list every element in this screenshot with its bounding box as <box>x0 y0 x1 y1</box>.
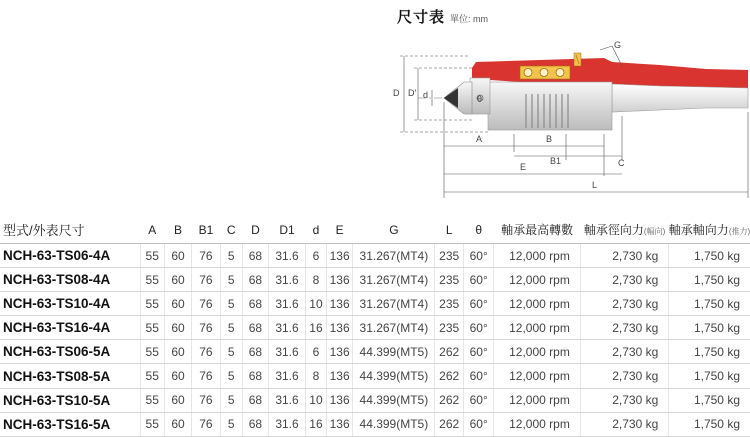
table-cell: 44.399(MT5) <box>353 340 435 364</box>
table-cell: 44.399(MT5) <box>353 388 435 412</box>
table-cell: 262 <box>435 412 463 436</box>
table-cell: 60 <box>164 292 191 316</box>
column-header: C <box>220 216 242 244</box>
table-cell: 55 <box>140 340 164 364</box>
table-cell: 2,730 kg <box>580 364 668 388</box>
table-cell: 60 <box>164 388 191 412</box>
table-cell: 235 <box>435 292 463 316</box>
table-cell: 60 <box>164 316 191 340</box>
table-cell: 68 <box>242 316 268 340</box>
table-cell: 12,000 rpm <box>494 340 580 364</box>
model-cell: NCH-63-TS16-4A <box>0 316 140 340</box>
model-cell: NCH-63-TS06-5A <box>0 340 140 364</box>
column-header: D1 <box>269 216 306 244</box>
taper-shank <box>612 84 748 112</box>
dimension-table-heading <box>397 9 488 27</box>
table-cell: 60° <box>463 340 494 364</box>
label-G: G <box>614 40 622 50</box>
table-row <box>0 340 750 364</box>
table-cell: 76 <box>192 388 220 412</box>
table-cell: 5 <box>220 364 242 388</box>
table-row <box>0 364 750 388</box>
table-cell: 31.267(MT4) <box>353 244 435 268</box>
table-cell: 60 <box>164 412 191 436</box>
column-header: θ <box>463 216 494 244</box>
model-cell: NCH-63-TS16-5A <box>0 412 140 436</box>
table-cell: 5 <box>220 292 242 316</box>
table-cell: 31.6 <box>269 412 306 436</box>
table-cell: 5 <box>220 316 242 340</box>
column-header: E <box>326 216 352 244</box>
table-cell: 5 <box>220 244 242 268</box>
section-title: 尺寸表 <box>397 9 446 26</box>
table-cell: 76 <box>192 244 220 268</box>
table-cell: 235 <box>435 244 463 268</box>
table-cell: 55 <box>140 292 164 316</box>
table-cell: 136 <box>326 268 352 292</box>
table-cell: 6 <box>305 244 326 268</box>
table-cell: 12,000 rpm <box>494 412 580 436</box>
table-cell: 55 <box>140 364 164 388</box>
table-cell: 16 <box>305 316 326 340</box>
column-header: B1 <box>192 216 220 244</box>
label-A: A <box>476 134 483 144</box>
table-cell: 31.6 <box>269 268 306 292</box>
table-cell: 2,730 kg <box>580 316 668 340</box>
table-cell: 60° <box>463 316 494 340</box>
table-cell: 6 <box>305 340 326 364</box>
label-D1: D' <box>408 88 417 98</box>
column-header: 軸承軸向力(推力) <box>669 216 750 244</box>
model-cell: NCH-63-TS10-4A <box>0 292 140 316</box>
table-cell: 60 <box>164 268 191 292</box>
label-D: D <box>393 88 400 98</box>
table-cell: 8 <box>305 268 326 292</box>
column-header: B <box>164 216 191 244</box>
table-cell: 262 <box>435 388 463 412</box>
table-cell: 2,730 kg <box>580 292 668 316</box>
table-cell: 12,000 rpm <box>494 316 580 340</box>
column-header: 軸承最高轉數 <box>494 216 580 244</box>
table-cell: 68 <box>242 292 268 316</box>
table-cell: 60° <box>463 388 494 412</box>
model-cell: NCH-63-TS08-5A <box>0 364 140 388</box>
table-cell: 60 <box>164 244 191 268</box>
label-L: L <box>592 180 598 190</box>
model-cell: NCH-63-TS06-4A <box>0 244 140 268</box>
spec-table <box>0 216 750 437</box>
table-cell: 136 <box>326 364 352 388</box>
table-cell: 10 <box>305 388 326 412</box>
label-C: C <box>618 158 625 168</box>
table-row <box>0 244 750 268</box>
table-cell: 1,750 kg <box>669 292 750 316</box>
table-cell: 68 <box>242 244 268 268</box>
table-cell: 55 <box>140 388 164 412</box>
table-cell: 68 <box>242 268 268 292</box>
table-cell: 60° <box>463 244 494 268</box>
table-cell: 12,000 rpm <box>494 268 580 292</box>
table-cell: 2,730 kg <box>580 388 668 412</box>
column-header: L <box>435 216 463 244</box>
table-cell: 76 <box>192 412 220 436</box>
table-cell: 12,000 rpm <box>494 244 580 268</box>
table-cell: 60° <box>463 268 494 292</box>
table-cell: 2,730 kg <box>580 412 668 436</box>
column-header: D <box>242 216 268 244</box>
table-cell: 5 <box>220 340 242 364</box>
label-theta: θ <box>477 94 483 104</box>
table-cell: 60 <box>164 364 191 388</box>
table-cell: 76 <box>192 340 220 364</box>
table-cell: 12,000 rpm <box>494 364 580 388</box>
table-cell: 2,730 kg <box>580 340 668 364</box>
table-cell: 16 <box>305 412 326 436</box>
table-cell: 1,750 kg <box>669 412 750 436</box>
table-cell: 44.399(MT5) <box>353 412 435 436</box>
table-cell: 1,750 kg <box>669 364 750 388</box>
table-cell: 55 <box>140 316 164 340</box>
table-cell: 31.6 <box>269 388 306 412</box>
table-cell: 8 <box>305 364 326 388</box>
column-header: A <box>140 216 164 244</box>
table-cell: 12,000 rpm <box>494 388 580 412</box>
column-header: G <box>353 216 435 244</box>
table-cell: 262 <box>435 364 463 388</box>
table-cell: 55 <box>140 412 164 436</box>
table-cell: 68 <box>242 388 268 412</box>
table-cell: 5 <box>220 412 242 436</box>
table-cell: 136 <box>326 244 352 268</box>
table-cell: 235 <box>435 268 463 292</box>
table-cell: 60° <box>463 292 494 316</box>
table-cell: 31.6 <box>269 340 306 364</box>
table-cell: 262 <box>435 340 463 364</box>
model-cell: NCH-63-TS10-5A <box>0 388 140 412</box>
table-row <box>0 268 750 292</box>
table-row <box>0 292 750 316</box>
table-cell: 31.267(MT4) <box>353 292 435 316</box>
column-header: 型式/外表尺寸 <box>0 216 140 244</box>
table-cell: 1,750 kg <box>669 316 750 340</box>
table-cell: 76 <box>192 268 220 292</box>
label-B: B <box>546 134 553 144</box>
table-cell: 55 <box>140 268 164 292</box>
table-cell: 60° <box>463 412 494 436</box>
table-cell: 1,750 kg <box>669 340 750 364</box>
table-cell: 235 <box>435 316 463 340</box>
column-header: 軸承徑向力(幅向) <box>580 216 668 244</box>
label-B1: B1 <box>550 156 562 166</box>
table-cell: 44.399(MT5) <box>353 364 435 388</box>
unit-note: 單位: mm <box>450 14 489 24</box>
table-cell: 136 <box>326 316 352 340</box>
table-cell: 5 <box>220 268 242 292</box>
table-cell: 136 <box>326 340 352 364</box>
table-cell: 1,750 kg <box>669 244 750 268</box>
table-cell: 76 <box>192 364 220 388</box>
table-cell: 31.6 <box>269 364 306 388</box>
spec-table-body <box>0 244 750 437</box>
table-cell: 31.267(MT4) <box>353 268 435 292</box>
table-cell: 136 <box>326 292 352 316</box>
table-cell: 55 <box>140 244 164 268</box>
spec-table-header <box>0 216 750 244</box>
table-cell: 136 <box>326 412 352 436</box>
table-cell: 12,000 rpm <box>494 292 580 316</box>
live-center-drawing <box>360 36 750 206</box>
table-cell: 31.267(MT4) <box>353 316 435 340</box>
table-row <box>0 388 750 412</box>
model-cell: NCH-63-TS08-4A <box>0 268 140 292</box>
label-E: E <box>520 162 527 172</box>
table-cell: 2,730 kg <box>580 244 668 268</box>
table-cell: 2,730 kg <box>580 268 668 292</box>
table-cell: 31.6 <box>269 244 306 268</box>
table-cell: 31.6 <box>269 316 306 340</box>
center-point-dark <box>444 88 458 108</box>
table-cell: 10 <box>305 292 326 316</box>
table-cell: 68 <box>242 340 268 364</box>
table-cell: 31.6 <box>269 292 306 316</box>
column-header: d <box>305 216 326 244</box>
table-cell: 136 <box>326 388 352 412</box>
table-cell: 60° <box>463 364 494 388</box>
table-cell: 68 <box>242 364 268 388</box>
label-d: d <box>423 90 429 100</box>
table-cell: 76 <box>192 292 220 316</box>
table-cell: 60 <box>164 340 191 364</box>
table-cell: 1,750 kg <box>669 268 750 292</box>
table-cell: 68 <box>242 412 268 436</box>
table-cell: 76 <box>192 316 220 340</box>
table-cell: 5 <box>220 388 242 412</box>
table-cell: 1,750 kg <box>669 388 750 412</box>
table-row <box>0 316 750 340</box>
